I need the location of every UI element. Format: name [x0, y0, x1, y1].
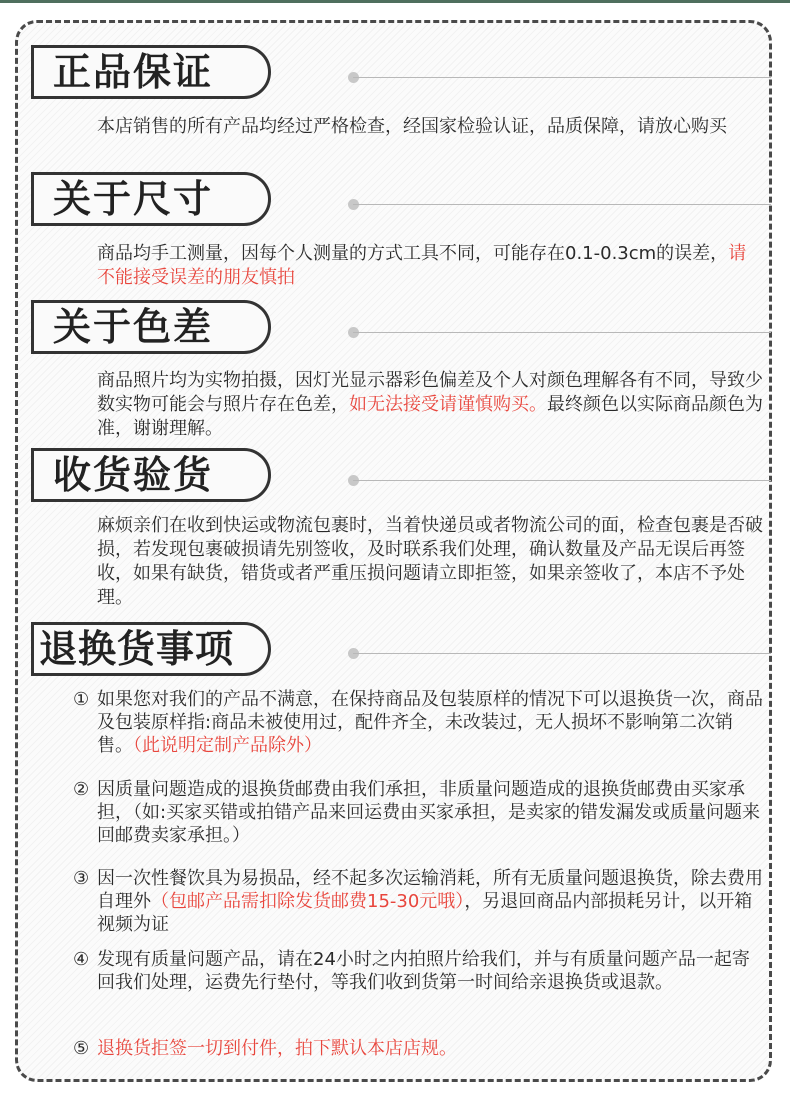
heading-title: 退换货事项: [39, 626, 235, 671]
heading-authentic: [31, 45, 273, 99]
top-divider: [0, 0, 790, 3]
heading-title: 关于尺寸: [53, 176, 214, 221]
color-paragraph: 商品照片均为实物拍摄，因灯光显示器彩色偏差及个人对颜色理解各有不同，导致少数实物可能会与照片存在色差，如无法接受请谨慎购买。最终颜色以实际商品颜色为准，谢谢理解。: [97, 370, 763, 439]
returns-item-5: ⑤ 退换货拒签一切到付件，拍下默认本店店规。: [73, 1038, 457, 1059]
heading-rule: [353, 332, 771, 333]
heading-color: [31, 300, 273, 354]
heading-rule: [353, 480, 771, 481]
heading-title: 正品保证: [53, 49, 214, 94]
item-number: ②: [73, 779, 90, 800]
item-number: ⑤: [73, 1038, 90, 1059]
inspection-paragraph: 麻烦亲们在收到快运或物流包裹时，当着快递员或者物流公司的面，检查包裹是否破损，若发现包裹破损请先别签收，及时联系我们处理，确认数量及产品无误后再签收，如果有缺货，错货或者严重压损问题请立即拒签，如果亲签收了，本店不予处理。: [97, 515, 763, 608]
heading-title: 关于色差: [53, 304, 214, 349]
item-number: ③: [73, 868, 90, 889]
size-paragraph: 商品均手工测量，因每个人测量的方式工具不同，可能存在0.1-0.3cm的误差，请不能接受误差的朋友慎拍: [97, 243, 747, 288]
returns-item-1: ① 如果您对我们的产品不满意，在保持商品及包装原样的情况下可以退换货一次，商品及包装原样指:商品未被使用过，配件齐全，未改装过，无人损坏不影响第二次销售。（此说明定制产品除外）: [73, 689, 763, 756]
returns-item-3: ③ 因一次性餐饮具为易损品，经不起多次运输消耗，所有无质量问题退换货，除去费用自理外（包邮产品需扣除发货邮费15-30元哦），另退回商品内部损耗另计，以开箱视频为证: [73, 868, 763, 935]
heading-returns: [31, 622, 273, 676]
heading-size: [31, 172, 273, 226]
returns-item-2: ② 因质量问题造成的退换货邮费由我们承担，非质量问题造成的退换货邮费由买家承担，（如:买家买错或拍错产品来回运费由买家承担，是卖家的错发漏发或质量问题来回邮费卖家承担。）: [73, 779, 761, 846]
authentic-paragraph: 本店销售的所有产品均经过严格检查，经国家检验认证，品质保障，请放心购买: [97, 116, 727, 137]
item-number: ④: [73, 949, 90, 970]
item-number: ①: [73, 689, 90, 710]
heading-rule: [353, 77, 771, 78]
heading-inspection: [31, 448, 273, 502]
heading-rule: [353, 204, 771, 205]
heading-title: 收货验货: [53, 452, 214, 497]
heading-rule: [353, 653, 771, 654]
returns-item-4: ④ 发现有质量问题产品，请在24小时之内拍照片给我们，并与有质量问题产品一起寄回我们处理，运费先行垫付，等我们收到货第一时间给亲退换货或退款。: [73, 949, 750, 993]
